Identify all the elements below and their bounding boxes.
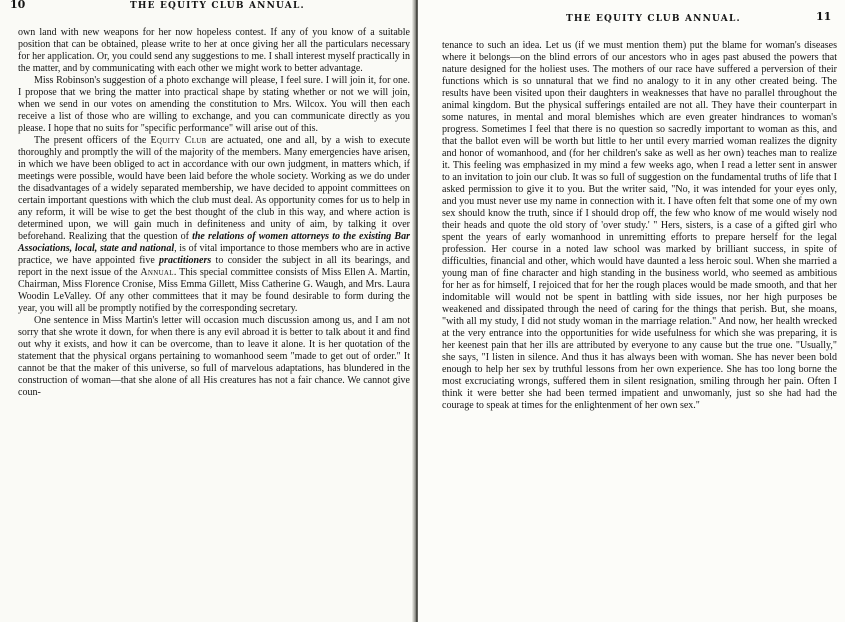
right-page	[418, 0, 845, 622]
left-page	[0, 0, 414, 622]
left-paragraph-4: One sentence in Miss Martin's letter will occasion much discussion among us, and I am not sorry that she wrote it down, for when there is any evil abroad it is better to talk about it and find out why it exists, and how it can be overcome, than to leave it alone. It is her quotation of the statement that the physical organs pertaining to womanhood seem "made to get out of order." It cannot be that the maker of this universe, so full of marvelous adaptations, has blundered in the construction of woman—that she alone of all His creatures has not a fair chance. We cannot give coun-	[18, 315, 410, 398]
right-page-header	[418, 0, 845, 24]
right-running-head: THE EQUITY CLUB ANNUAL.	[566, 14, 741, 24]
p3-italic-practitioners: practitioners	[159, 255, 212, 266]
left-running-head: THE EQUITY CLUB ANNUAL.	[130, 1, 305, 11]
p3-text-a: The present officers of the	[34, 135, 151, 146]
left-paragraph-3	[18, 135, 410, 315]
p3-annual: Annual	[140, 267, 174, 278]
left-paragraph-1: own land with new weapons for her now hopeless contest. If any of you know of a suitable position that can be obtained, please write to her at once giving her all the particulars necessary for her application. Or, you could send any suggestions to me. I shall interest myself practically in the matter, and by communicating with each other we might work to better advantage.	[18, 27, 411, 74]
p3-club-name: Equity Club	[150, 135, 207, 146]
left-page-body	[18, 27, 410, 399]
p3-italic-question: the relations of women attorneys to the existing Bar Associations, local, state and national	[18, 231, 410, 254]
right-paragraph-1: tenance to such an idea. Let us (if we must mention them) put the blame for woman's diseases where it belongs—on the blind errors of our ancestors who in ages past abused the powers that nature designed for the holiest uses. The mothers of our race have suffered a perversion of their functions which is so unnatural that we find no analogy to it in any other created being. The results have been visited upon their daughters in weaknesses that have no parallel throughout the animal kingdom. But the physical sufferings entailed are not all. They have their counterpart in some natures, in mental and moral blemishes which are even greater hindrances to woman's progress. Sometimes I feel that there is no question so sacredly important to woman as this, and that the ballot even will be worth but little to her until every married woman realizes the dignity and honor of womanhood, and (for her children's sake as well as her own) teaches man to realize it. This feeling was emphasized in my mind a few weeks ago, when I read a letter sent in answer to an invitation to join our club. It was so full of suggestion on the fundamental truths of life that I asked permission to give it to you. But the writer said, "No, it was intended for your eyes only, and you must never use my name in connection with it. I have often felt that some one of my own sex should know the truth, since if I should drop off, the few who know of me would wisely nod their heads and quote the old story of 'over study.' " Hers, sisters, is a case of a gifted girl who spent the years of early womanhood in unremitting efforts to prepare herself for the legal profession. Her course in a noted law school was marked by brilliant success, in spite of difficulties, financial and other, which would have daunted a less heroic soul. When she married a young man of fine character and high standing in the business world, who seemed as ambitious for her as for himself, I rejoiced that for her the rough places would be made smooth, and that her indomitable will would not be spent in battling with side issues, nor her high purposes be weakened and dissipated through the need of caring for the things that perish. But, she moans, "with all my study, I did not study woman in the marriage relation." And now, her health wrecked at the very entrance into the opportunities for wide usefulness for which she was preparing, it is her keenest pain that her ills are attributed by everyone to any cause but the true one. "Usually," she says, "I listen in silence. And thus it has always been with woman. She has never been bold enough to help her sex by truthful lessons from her own experience. She has too long borne the most excruciating wrongs, suffered them in silent resignation, smiling through her pain. Often I think it were better she had been termed impatient and unwomanly, just so she had had the courage to speak at times for the enlightenment of her own sex."	[442, 40, 837, 411]
left-page-header	[0, 0, 414, 14]
left-page-number: 10	[10, 0, 26, 11]
p3-text-c: , is of vital importance to those members who are in active practice, we have appointed five	[18, 243, 410, 266]
p3-text-e: . This special committee consists of Miss Ellen A. Martin, Chairman, Miss Florence Cronise, Miss Emma Gillett, Miss Catherine G. Waugh, and Mrs. Laura Woodin LeValley. Of any other committees that it may be found desirable to form during the year, you will all be promptly notified by the corresponding secretary.	[18, 267, 410, 314]
p3-text-b: are actuated, one and all, by a wish to execute thoroughly and promptly the will of the majority of the members. Many emergencies have arisen, in which we have been obliged to act in accordance with our own judgment, in matters which, if meetings were possible, would have been laid before the whole society. Working as we do under the disadvantages of a widely separated membership, we have decided to appoint committees on certain important questions with which the club must deal. As opportunity comes for us to help in any reform, it will be wise to get the best thought of the club in this way, and where action is determined upon, we will gain much in definiteness and unity of aim, by talking it over beforehand. Realizing that the question of	[18, 135, 411, 242]
right-page-number: 11	[816, 10, 832, 23]
right-page-body	[442, 40, 837, 412]
p3-text-d: to consider the subject in all its bearings, and report in the next issue of the	[18, 255, 410, 278]
left-paragraph-2: Miss Robinson's suggestion of a photo exchange will please, I feel sure. I will join it, for one. I propose that we bring the matter into practical shape by stating whether or not we will join, when we send in our votes on amending the constitution to Mrs. Wilcox. You will then each receive a list of those who are willing to exchange, and you can communicate directly as you please. I hope that no suits for "specific performance" will arise out of this.	[18, 75, 410, 134]
